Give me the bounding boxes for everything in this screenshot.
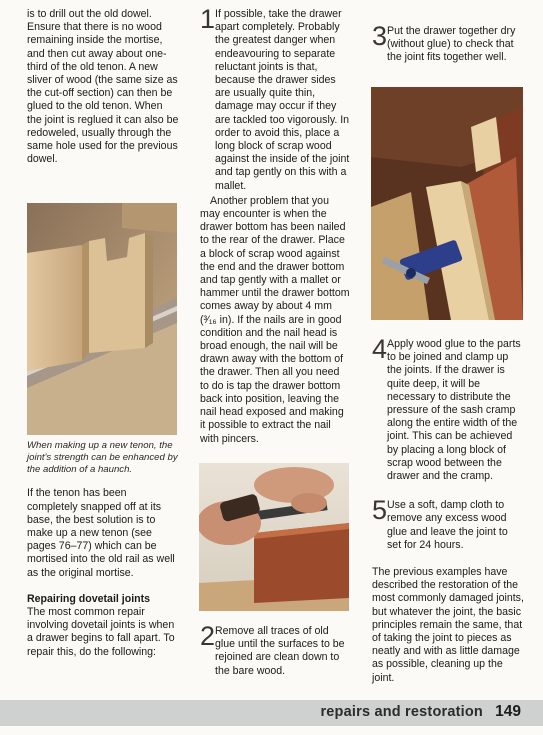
step-text: Apply wood glue to the parts to be joined and clamp up the joints. If the drawer is quite deep, it will be necessary to distribute the pressure of the sash cramp along the entire width of the joint. This can be achieved by placing a long block of scrap wood between the drawer and the cramp. — [387, 338, 521, 483]
tenon-photo — [27, 203, 177, 435]
chisel-illustration — [199, 463, 349, 611]
column-3-lower — [372, 334, 524, 685]
step-3 — [372, 21, 524, 65]
step-text: Remove all traces of old glue until the surfaces to be rejoined are clean down to the bare wood. — [215, 625, 345, 677]
step-number: 2 — [200, 621, 216, 651]
section-title: repairs and restoration — [320, 704, 483, 720]
column-1 — [27, 8, 179, 166]
step-text: If possible, take the drawer apart completely. Probably the greatest danger when endeavouring to separate reluctant joints is that, because the drawer sides are usually quite thin, damage may occur if they are tackled too vigorously. In order to avoid this, place a long block of scrap wood against the inside of the joint and tap gently on this with a mallet. — [215, 8, 350, 192]
page-footer — [0, 700, 543, 726]
step-1 — [200, 4, 350, 193]
step-number: 1 — [200, 4, 216, 34]
step-number: 5 — [372, 495, 388, 526]
glue-removal-photo — [199, 463, 349, 611]
step-text: Use a soft, damp cloth to remove any excess wood glue and leave the joint to set for 24 hours. — [387, 499, 508, 551]
clamp-photo — [371, 87, 523, 320]
column-2-lower — [200, 621, 350, 678]
column-2 — [200, 4, 350, 446]
clamp-illustration — [371, 87, 523, 320]
intro-paragraph: is to drill out the old dowel. Ensure that there is no wood remaining inside the mortise, and then cut away about one-third of the old tenon. A new sliver of wood (the same size as the cut-off section) can then be glued to the old tenon. When the joint is reglued it can also be redoweled, usually through the same hole used for the previous dowel. — [27, 8, 179, 166]
column-3 — [372, 21, 524, 65]
dovetail-paragraph: The most common repair involving dovetail joints is when a drawer begins to fall apart. To repair this, do the following: — [27, 606, 175, 658]
step-number: 4 — [372, 334, 388, 364]
step-number: 3 — [372, 21, 388, 51]
step-text: Put the drawer together dry (without glue) to check that the joint fits together well. — [387, 25, 516, 64]
tenon-illustration — [27, 203, 177, 435]
closing-paragraph: The previous examples have described the restoration of the most commonly damaged joints, but whatever the joint, the basic principles remain the same, that of taking the joint to pieces as neatly and with as little damage as possible, cleaning up the joint. — [372, 566, 524, 684]
nail-paragraph: Another problem that you may encounter is when the drawer bottom has been nailed to the rear of the drawer. Place a block of scrap wood against the end and the drawer bottom and tap gently with a mallet or hammer until the drawer bottom comes away by about 4 mm (³⁄₁₆ in). If the nails are in good condition and the nail head is broad enough, the nail will be drawn away with the bottom of the drawer. Then all you need to do is tap the drawer bottom back into position, leaving the nail head exposed and making it possible to extract the nail with pincers. — [200, 194, 350, 445]
column-1-lower — [27, 440, 179, 659]
step-2 — [200, 621, 350, 678]
section-heading: Repairing dovetail joints — [27, 592, 151, 605]
photo-caption: When making up a new tenon, the joint's strength can be enhanced by the addition of a haunch. — [27, 440, 178, 475]
page-number: 149 — [495, 703, 521, 720]
step-4 — [372, 334, 524, 483]
tenon-paragraph: If the tenon has been completely snapped off at its base, the best solution is to make up a new tenon (see pages 76–77) which can be mortised into the old rail as well as the original mortise. — [27, 487, 175, 579]
step-5 — [372, 495, 524, 552]
